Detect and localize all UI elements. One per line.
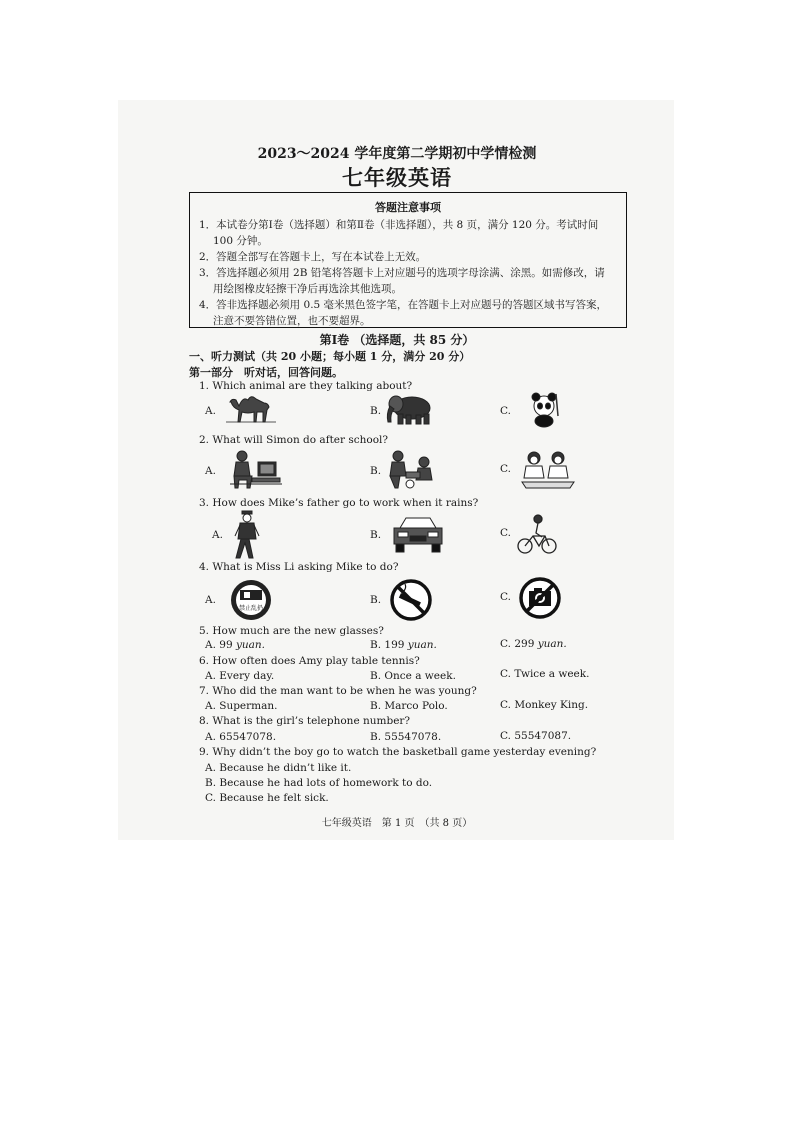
option-a: A. Every day. (205, 670, 275, 682)
option-label: A. (205, 405, 216, 417)
sub-heading: 第一部分 听对话，回答问题。 (189, 366, 343, 379)
option-label: B. (370, 594, 382, 606)
notice-line: 100 分钟。 (213, 235, 268, 247)
question-7: 7. Who did the man want to be when he was young? (199, 685, 477, 697)
option-b-text: B. 199 (370, 639, 408, 651)
question-8: 8. What is the girl’s telephone number? (199, 715, 411, 727)
option-label: C. (500, 463, 511, 475)
notice-title: 答题注意事项 (375, 201, 441, 214)
section-title: 第Ⅰ卷 （选择题，共 85 分） (319, 333, 475, 347)
no-smoking-sign (389, 578, 433, 622)
boys-playing-picture (386, 448, 440, 492)
camel-picture (224, 392, 278, 426)
notice-line: 注意不要答错位置，也不要超界。 (213, 315, 371, 327)
option-label: C. (500, 591, 511, 603)
option-label: C. (500, 405, 511, 417)
page-footer: 七年级英语 第 1 页 （共 8 页） (321, 818, 473, 829)
option-c: C. 55547087. (500, 730, 572, 742)
question-2: 2. What will Simon do after school? (199, 434, 389, 446)
option-b: B. Because he had lots of homework to do. (205, 777, 433, 789)
car-picture (392, 514, 444, 554)
question-3: 3. How does Mike’s father go to work when it rains? (199, 497, 479, 509)
question-1: 1. Which animal are they talking about? (199, 380, 413, 392)
option-label: B. (370, 529, 382, 541)
option-a (205, 639, 265, 651)
question-6: 6. How often does Amy play table tennis? (199, 655, 420, 667)
notice-line: 用绘图橡皮轻擦干净后再选涂其他选项。 (213, 283, 402, 295)
option-a-unit: yuan. (235, 639, 266, 651)
notice-line: 3．答选择题必须用 2B 铅笔将答题卡上对应题号的选项字母涂满、涂黑。如需修改，请 (199, 267, 605, 279)
option-b: B. Once a week. (370, 670, 456, 682)
exam-term-title: 2023～2024 学年度第二学期初中学情检测 (257, 146, 537, 162)
notice-line: 1．本试卷分第Ⅰ卷（选择题）和第Ⅱ卷（非选择题），共 8 页，满分 120 分。考试时间 (199, 219, 599, 231)
option-label: A. (212, 529, 223, 541)
sign-caption: 禁止乱扔 (238, 605, 264, 612)
bicycle-picture (516, 514, 558, 556)
notice-box (189, 192, 627, 328)
notice-line: 2．答题全部写在答题卡上，写在本试卷上无效。 (199, 251, 427, 263)
option-label: A. (205, 594, 216, 606)
notice-line: 4．答非选择题必须用 0.5 毫米黑色签字笔，在答题卡上对应题号的答题区域书写答案， (199, 299, 608, 311)
option-c (500, 638, 567, 650)
no-photos-sign (518, 576, 562, 620)
option-a-text: A. 99 (205, 639, 236, 651)
option-b-unit: yuan. (407, 639, 437, 651)
option-a: A. Because he didn’t like it. (205, 762, 352, 774)
part-heading: 一、听力测试（共 20 小题；每小题 1 分，满分 20 分） (189, 350, 471, 363)
elephant-picture (384, 390, 436, 428)
no-littering-sign (228, 578, 274, 622)
option-c-text: C. 299 (500, 638, 538, 650)
option-label: B. (370, 465, 382, 477)
option-label: C. (500, 527, 511, 539)
option-label: B. (370, 405, 382, 417)
option-c: C. Because he felt sick. (205, 792, 329, 804)
question-4: 4. What is Miss Li asking Mike to do? (199, 561, 399, 573)
option-b: B. Marco Polo. (370, 700, 448, 712)
option-a: A. 65547078. (205, 731, 277, 743)
option-c: C. Monkey King. (500, 699, 589, 711)
option-c-unit: yuan. (537, 638, 567, 650)
computer-user-picture (226, 448, 284, 492)
exam-subject-title: 七年级英语 (342, 165, 452, 190)
option-a: A. Superman. (205, 700, 278, 712)
option-label: A. (205, 465, 216, 477)
option-b (370, 639, 437, 651)
panda-picture (528, 392, 562, 428)
walking-man-picture (232, 510, 262, 560)
children-studying-picture (518, 448, 578, 492)
question-5: 5. How much are the new glasses? (199, 625, 384, 637)
option-b: B. 55547078. (370, 731, 442, 743)
option-c: C. Twice a week. (500, 668, 590, 680)
question-9: 9. Why didn’t the boy go to watch the basketball game yesterday evening? (199, 746, 597, 758)
